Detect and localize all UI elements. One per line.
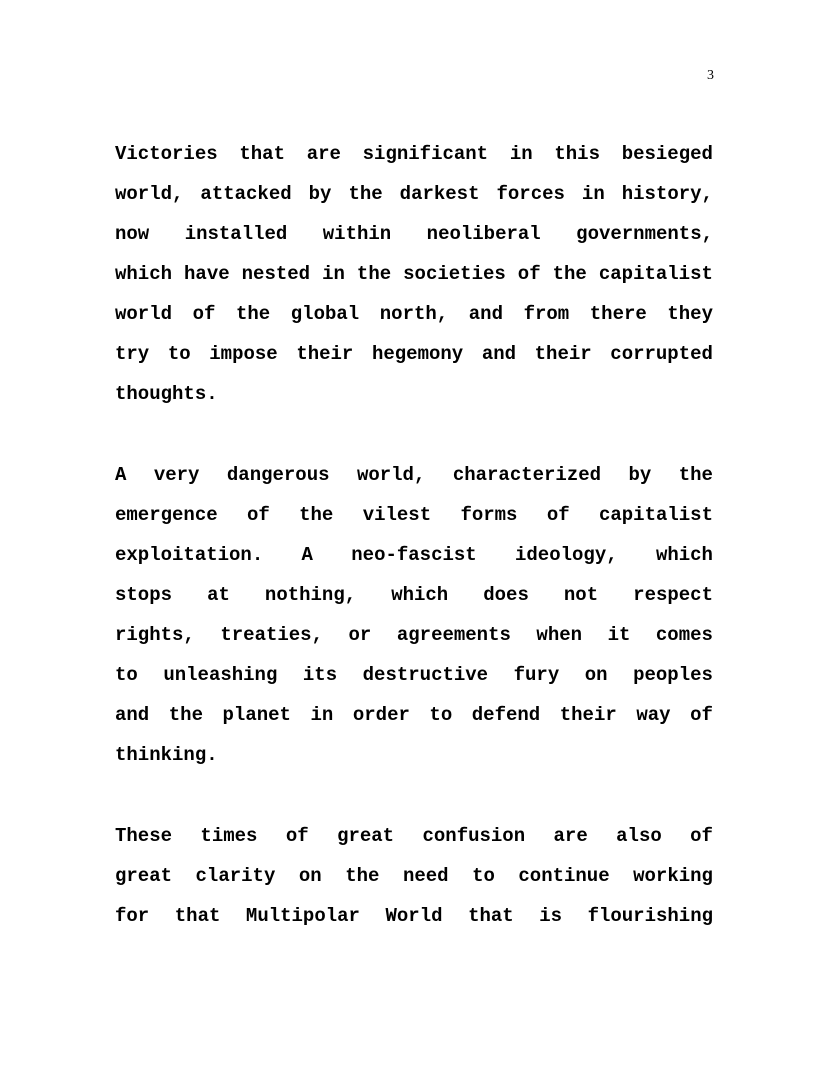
word: that [239,143,285,165]
text-line [115,495,713,535]
page-number: 3 [707,68,714,83]
word: installed [184,223,288,245]
word: when [536,624,583,646]
text-line [115,254,713,294]
word: their [559,704,617,726]
text-line [115,816,713,856]
word: ideology, [515,544,618,566]
word: in [310,704,334,726]
word: thinking. [115,744,218,766]
word: nested [241,263,311,285]
word: neoliberal [426,223,541,245]
word: respect [633,584,713,606]
word: stops [115,584,173,606]
word: fury [513,664,560,686]
word: capitalist [598,504,713,526]
word: comes [655,624,713,646]
word: rights, [115,624,195,646]
word: vilest [362,504,432,526]
word: to [429,704,453,726]
word: world, [356,464,426,486]
word: corrupted [610,343,713,365]
word: unleashing [163,664,278,686]
word: in [509,143,533,165]
word: times [200,825,258,847]
word: within [322,223,392,245]
text-line [115,294,713,334]
word: besieged [621,143,713,165]
word: order [352,704,410,726]
word: of [285,825,309,847]
word: by [308,183,332,205]
word: the [235,303,271,325]
word: neo-fascist [351,544,477,566]
word: flourishing [587,905,713,927]
word: agreements [396,624,511,646]
word: very [153,464,200,486]
word: in [581,183,605,205]
word: governments, [576,223,713,245]
text-line [115,575,713,615]
word: which [391,584,449,606]
paragraph-great-confusion [115,816,713,936]
text-line [115,695,713,735]
word: which [115,263,173,285]
word: hegemony [371,343,464,365]
word: the [348,183,383,205]
word: on [584,664,608,686]
word: does [483,584,529,606]
word: of [546,504,570,526]
word: the [299,504,334,526]
word: great [337,825,395,847]
word: Victories [115,143,218,165]
word: thoughts. [115,383,218,405]
word: to [115,664,138,686]
text-line [115,856,713,896]
text-line [115,134,713,174]
word: in [322,263,345,285]
word: exploitation. [115,544,264,566]
word: destructive [362,664,489,686]
word: emergence [115,504,218,526]
word: world, [115,183,184,205]
word: impose [209,343,278,365]
word: the [552,263,587,285]
word: also [616,825,662,847]
word: world [115,303,173,325]
word: are [553,825,588,847]
word: A [301,544,313,566]
word: the [345,865,380,887]
word: for [115,905,150,927]
text-line [115,896,713,936]
word: A [115,464,127,486]
word: global [290,303,360,325]
word: the [168,704,203,726]
word: or [348,624,372,646]
word: characterized [452,464,602,486]
word: the [678,464,713,486]
text-line [115,174,713,214]
word: that [468,905,514,927]
word: forces [496,183,565,205]
text-line [115,615,713,655]
word: its [302,664,338,686]
word: confusion [422,825,526,847]
word: great [115,865,173,887]
word: Multipolar [245,905,360,927]
word: of [517,263,541,285]
text-line [115,655,713,695]
word: of [246,504,270,526]
word: from [523,303,570,325]
word: and [468,303,503,325]
word: peoples [633,664,713,686]
word: which [655,544,713,566]
word: clarity [195,865,276,887]
word: and [115,704,150,726]
word: These [115,825,173,847]
text-line [115,455,713,495]
paragraph-victories [115,134,713,414]
text-line [115,214,713,254]
word: it [607,624,631,646]
word: history, [621,183,713,205]
word: have [184,263,230,285]
word: of [690,825,713,847]
word: way [636,704,671,726]
word: not [563,584,599,606]
word: defend [471,704,541,726]
word: now [115,223,150,245]
word: working [633,865,713,887]
word: of [192,303,216,325]
word: this [554,143,600,165]
text-line [115,374,713,414]
word: their [296,343,354,365]
word: they [667,303,713,325]
word: their [534,343,592,365]
word: dangerous [226,464,330,486]
word: forms [460,504,518,526]
word: at [207,584,230,606]
text-line [115,334,713,374]
word: north, [379,303,449,325]
word: to [472,865,495,887]
word: treaties, [220,624,323,646]
word: planet [222,704,291,726]
word: to [167,343,191,365]
word: there [589,303,647,325]
word: by [628,464,652,486]
word: that [174,905,221,927]
word: attacked [200,183,292,205]
text-line [115,735,713,775]
word: capitalist [598,263,713,285]
word: of [690,704,713,726]
word: significant [362,143,489,165]
word: and [481,343,517,365]
word: continue [518,865,610,887]
word: on [298,865,322,887]
word: nothing, [264,584,357,606]
word: darkest [399,183,480,205]
word: World [385,905,443,927]
word: are [306,143,341,165]
paragraph-dangerous-world [115,455,713,775]
text-line [115,535,713,575]
word: need [402,865,449,887]
word: societies [403,263,506,285]
word: try [115,343,150,365]
word: is [539,905,563,927]
word: the [356,263,392,285]
